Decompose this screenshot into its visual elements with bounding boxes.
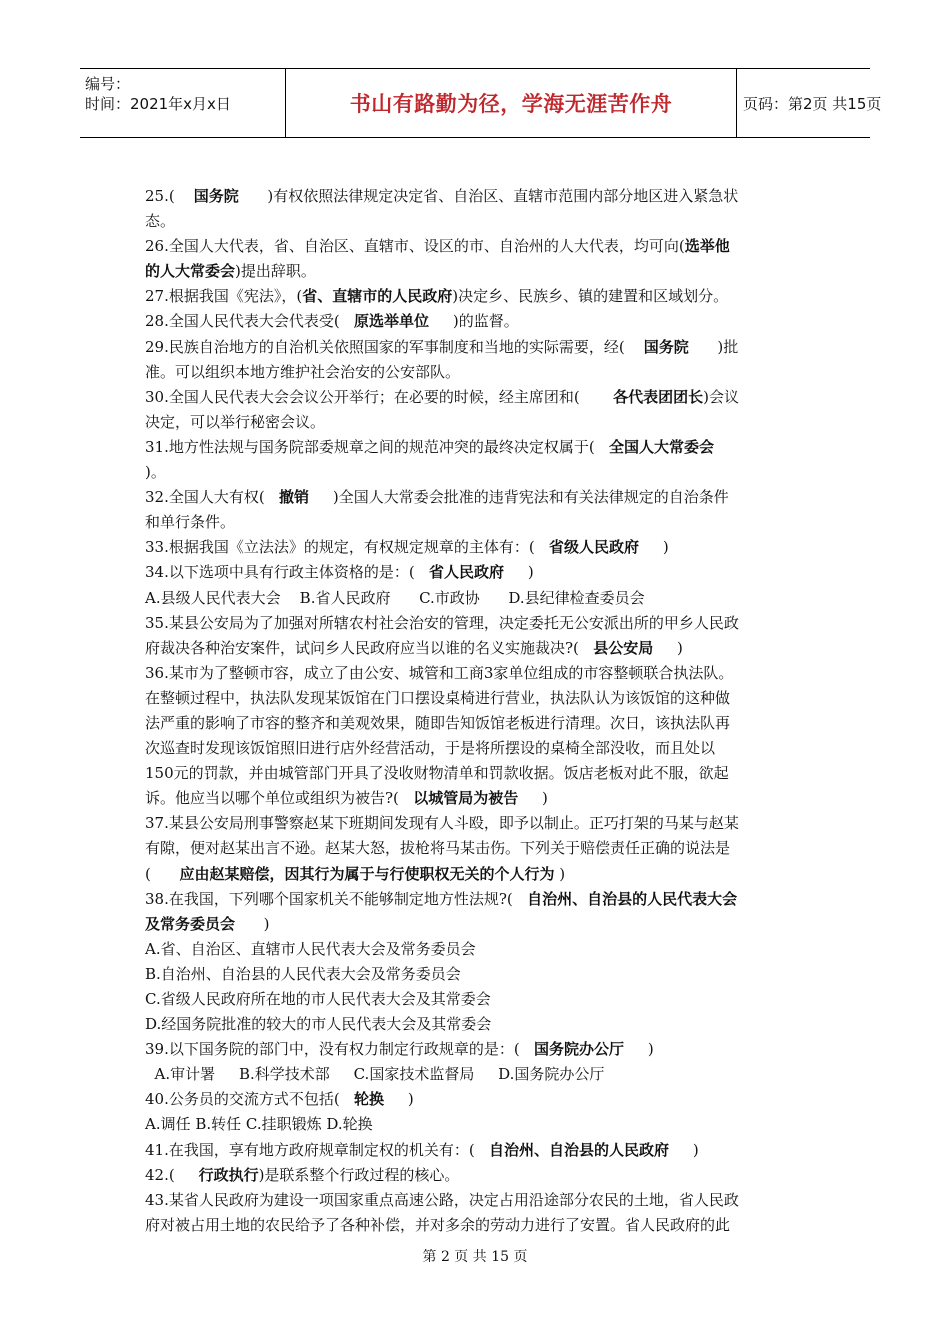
question-text: )决定乡、民族乡、镇的建置和区域划分。 [452,287,729,306]
text-line [145,1062,809,1087]
text-line [145,1087,809,1112]
question-text: A.县级人民代表大会 B.省人民政府 C.市政协 D.县纪律检查委员会 [145,588,645,607]
answer-text: 及常务委员会 [145,914,236,933]
header-meta [80,69,285,137]
text-line [145,836,809,861]
answer-text: 国务院 [643,337,689,356]
answer-text: 国务院办公厅 [534,1040,625,1059]
question-text: 有隙，便对赵某出言不逊。赵某大怒，拔枪将马某击伤。下列关于赔偿责任正确的说法是 [145,839,731,858]
question-text: 37.某县公安局刑事警察赵某下班期间发现有人斗殴，即予以制止。正巧打架的马某与赵某 [145,814,739,833]
text-line [145,435,809,460]
text-line [145,686,809,711]
question-text: 42.( [145,1165,199,1184]
question-text: )提出辞职。 [235,262,316,281]
question-text: 次巡查时发现该饭馆照旧进行店外经营活动，于是将所摆设的桌椅全部没收，而且处以 [145,739,716,758]
document-number-label: 编号： [85,75,131,93]
question-text: 29.民族自治地方的自治机关依照国家的军事制度和当地的实际需要，经( [145,337,644,356]
page-header [80,68,882,138]
text-line [145,811,809,836]
answer-text: 各代表团团长 [613,387,704,406]
question-text: 准。可以组织本地方维护社会治安的公安部队。 [145,362,461,381]
question-text: ) [639,538,669,557]
question-text: )有权依照法律规定决定省、自治区、直辖市范围内部分地区进入紧急状 [238,187,739,205]
question-text: ) [384,1090,414,1109]
answer-text: 撤销 [279,488,310,507]
answer-text: 省级人民政府 [549,538,640,557]
answer-text: 的人大常委会 [145,262,236,281]
question-text: 34.以下选项中具有行政主体资格的是：( [145,563,430,582]
text-line [145,611,809,636]
question-text: 30.全国人民代表大会会议公开举行；在必要的时候，经主席团和( [145,387,614,406]
answer-text: 省、直辖市的人民政府 [302,287,453,306]
text-line [145,736,809,761]
answer-text: 自治州、自治县的人民政府 [489,1140,670,1159]
answer-text: 县公安局 [593,638,654,657]
question-text: 40.公务员的交流方式不包括( [145,1090,355,1109]
answer-text: 轮换 [354,1090,385,1109]
question-text: 41.在我国，享有地方政府规章制定权的机关有：( [145,1140,490,1159]
question-text: ) [554,864,566,883]
question-text: )全国人大常委会批准的违背宪法和有关法律规定的自治条件 [309,488,729,507]
text-line [145,1138,809,1163]
question-text: )的监督。 [429,312,519,331]
text-line [145,912,809,937]
text-line [145,1188,809,1213]
answer-text: 原选举单位 [354,312,430,331]
answer-text: 省人民政府 [429,563,505,582]
text-line [145,937,809,962]
question-text: ) [653,638,683,657]
question-text: 府对被占用土地的农民给予了各种补偿，并对多余的劳动力进行了安置。省人民政府的此 [145,1215,731,1234]
text-line [145,234,809,259]
question-text: 和单行条件。 [145,513,236,532]
answer-text: 应由赵某赔偿，因其行为属于与行使职权无关的个人行为 [179,864,555,883]
text-line [145,410,809,435]
question-text: 27.根据我国《宪法》，( [145,287,303,306]
question-text: 150元的罚款，并由城管部门开具了没收财物清单和罚款收据。饭店老板对此不服，欲起 [145,764,729,783]
question-text: 28.全国人民代表大会代表受( [145,312,355,331]
text-line [145,887,809,912]
text-line [145,284,809,309]
question-text: 36.某市为了整顿市容，成立了由公安、城管和工商3家单位组成的市容整顿联合执法队。 [145,663,734,682]
text-line [145,510,809,535]
text-line [145,761,809,786]
text-line [145,385,809,410]
question-text: 25.( [145,187,194,205]
text-line [145,862,809,887]
text-line [145,661,809,686]
text-line [145,485,809,510]
question-text: A.调任 B.转任 C.挂职锻炼 D.轮换 [145,1115,373,1134]
question-text: ) [518,789,548,808]
text-line [145,636,809,661]
question-text: 43.某省人民政府为建设一项国家重点高速公路，决定占用沿途部分农民的土地，省人民政 [145,1190,739,1209]
question-text: 38.在我国，下列哪个国家机关不能够制定地方性法规?( [145,889,528,908]
motto-text: 书山有路勤为径，学海无涯苦作舟 [349,92,673,116]
header-motto-cell [285,69,737,137]
document-date-label: 时间：2021年x月x日 [85,95,231,113]
page-footer: 第 2 页 共 15 页 [422,1249,528,1265]
text-line [145,560,809,585]
header-page-cell [735,69,882,137]
question-text: 32.全国人大有权( [145,488,280,507]
question-text: ( [145,864,180,883]
answer-text: 选举他 [684,237,730,256]
question-text: 态。 [145,212,176,231]
question-text: 诉。他应当以哪个单位或组织为被告?( [145,789,414,808]
answer-text: 国务院 [193,187,239,205]
question-text: 法严重的影响了市容的整齐和美观效果，随即告知饭馆老板进行清理。次日，该执法队再 [145,713,731,732]
question-text: B.自治州、自治县的人民代表大会及常务委员会 [145,964,461,983]
text-line [145,962,809,987]
text-line [145,309,809,334]
text-line [145,1012,809,1037]
text-line [145,1112,809,1137]
question-text: 26.全国人大代表，省、自治区、直辖市、设区的市、自治州的人大代表，均可向( [145,237,685,256]
text-line [145,535,809,560]
text-line [145,1213,809,1238]
question-text: ) [624,1040,654,1059]
question-text: D.经国务院批准的较大的市人民代表大会及其常委会 [145,1015,492,1034]
text-line [145,786,809,811]
text-line [145,1163,809,1188]
question-text: ) [504,563,534,582]
text-line [145,1037,809,1062]
question-text: )。 [145,463,166,482]
question-text: )是联系整个行政过程的核心。 [258,1165,460,1184]
question-text: 府裁决各种治安案件，试问乡人民政府应当以谁的名义实施裁决?( [145,638,594,657]
question-text: 在整顿过程中，执法队发现某饭馆在门口摆设桌椅进行营业，执法队认为该饭馆的这种做 [145,688,731,707]
text-line [145,460,809,485]
question-text: 35.某县公安局为了加强对所辖农村社会治安的管理，决定委托无公安派出所的甲乡人民政 [145,613,739,632]
question-text: A.审计署 B.科学技术部 C.国家技术监督局 D.国务院办公厅 [145,1065,605,1084]
question-text: 33.根据我国《立法法》的规定，有权规定规章的主体有：( [145,538,550,557]
question-text: )批 [688,337,739,356]
answer-text: 行政执行 [198,1165,259,1184]
question-text: A.省、自治区、直辖市人民代表大会及常务委员会 [145,939,476,958]
text-line [145,360,809,385]
question-text: ) [235,914,270,933]
text-line [145,711,809,736]
answer-text: 以城管局为被告 [413,789,519,808]
text-line [145,987,809,1012]
page-number-label: 页码：第2页 共15页 [743,94,882,113]
question-text: 39.以下国务院的部门中，没有权力制定行政规章的是：( [145,1040,535,1059]
question-text: ) [669,1140,699,1159]
question-text: 31.地方性法规与国务院部委规章之间的规范冲突的最终决定权属于( [145,437,610,456]
answer-text: 自治州、自治县的人民代表大会 [527,889,738,908]
text-line [145,184,809,209]
answer-text: 全国人大常委会 [609,437,715,456]
text-line [145,259,809,284]
question-text: C.省级人民政府所在地的市人民代表大会及其常委会 [145,990,491,1008]
document-body [145,184,809,1238]
text-line [145,586,809,611]
text-line [145,335,809,360]
question-text: 决定，可以举行秘密会议。 [145,412,326,431]
text-line [145,209,809,234]
question-text: )会议 [703,387,739,406]
